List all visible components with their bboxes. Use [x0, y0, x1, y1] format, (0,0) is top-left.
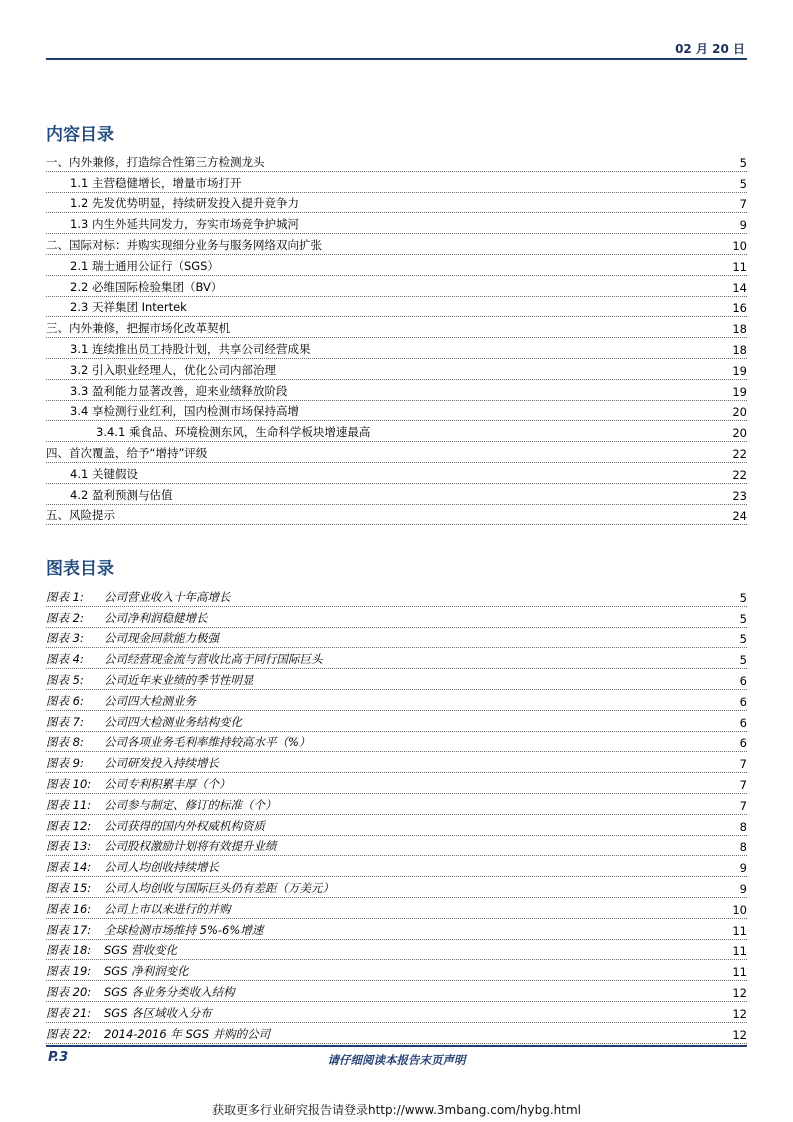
toc-entry-title: 3.3 盈利能力显著改善，迎来业绩释放阶段 — [70, 383, 288, 398]
figure-entry-page: 5 — [739, 611, 747, 626]
figure-entry-page: 11 — [732, 923, 747, 938]
figure-entry-title: 公司近年来业绩的季节性明显 — [104, 672, 254, 687]
figure-entry-page: 5 — [739, 590, 747, 605]
figure-entry[interactable] — [46, 773, 747, 794]
figure-entry-label: 图表 2: — [46, 610, 84, 625]
figure-entry-label: 图表 22: — [46, 1026, 92, 1041]
toc-entry-title: 3.1 连续推出员工持股计划，共享公司经营成果 — [70, 341, 311, 356]
figure-list-title: 图表目录 — [46, 559, 114, 579]
figure-entry[interactable] — [46, 732, 747, 753]
figure-entry[interactable] — [46, 940, 747, 961]
toc-entry[interactable] — [46, 234, 747, 255]
figure-entry-label: 图表 8: — [46, 735, 84, 750]
figure-entry-label: 图表 9: — [46, 756, 84, 771]
toc-entry-page: 18 — [732, 342, 747, 357]
figure-entry-page: 5 — [739, 632, 747, 647]
toc-entry-title: 二、国际对标：并购实现细分业务与服务网络双向扩张 — [46, 237, 322, 252]
figure-entry-title: 公司参与制定、修订的标准（个） — [104, 797, 277, 812]
toc-entry[interactable] — [46, 442, 747, 463]
figure-entry[interactable] — [46, 711, 747, 732]
figure-entry-label: 图表 13: — [46, 839, 92, 854]
footer-divider — [46, 1045, 747, 1047]
toc-entry-page: 5 — [739, 155, 747, 170]
figure-entry[interactable] — [46, 607, 747, 628]
figure-entry-title: 公司净利润稳健增长 — [104, 610, 208, 625]
figure-entry-title: 公司人均创收与国际巨头仍有差距（万美元） — [104, 880, 334, 895]
toc-entry-page: 11 — [732, 259, 747, 274]
figure-entry-label: 图表 17: — [46, 922, 92, 937]
toc-entry[interactable] — [46, 193, 747, 214]
toc-entry-page: 7 — [739, 197, 747, 212]
toc-entry[interactable] — [46, 401, 747, 422]
toc-list — [46, 151, 747, 525]
figure-entry[interactable] — [46, 919, 747, 940]
figure-entry-page: 6 — [739, 694, 747, 709]
toc-entry-title: 1.3 内生外延共同发力，夯实市场竞争护城河 — [70, 217, 299, 232]
figure-entry-title: 公司四大检测业务 — [104, 693, 196, 708]
figure-entry-page: 12 — [732, 1006, 747, 1021]
figure-entry-label: 图表 12: — [46, 818, 92, 833]
figure-entry-page: 11 — [732, 944, 747, 959]
report-date: 02 月 20 日 — [675, 42, 745, 56]
figure-entry-title: 公司经营现金流与营收比高于同行国际巨头 — [104, 652, 323, 667]
figure-entry-page: 6 — [739, 736, 747, 751]
toc-entry[interactable] — [46, 338, 747, 359]
figure-entry-label: 图表 11: — [46, 797, 92, 812]
figure-entry-title: 公司各项业务毛利率维持较高水平（%） — [104, 735, 311, 750]
figure-entry[interactable] — [46, 856, 747, 877]
toc-entry-title: 四、首次覆盖，给予“增持”评级 — [46, 445, 208, 460]
toc-entry-page: 9 — [739, 218, 747, 233]
toc-entry[interactable] — [46, 359, 747, 380]
figure-entry-page: 12 — [732, 1027, 747, 1042]
toc-entry-page: 14 — [732, 280, 747, 295]
figure-entry[interactable] — [46, 960, 747, 981]
figure-entry[interactable] — [46, 669, 747, 690]
toc-entry-title: 3.4 享检测行业红利，国内检测市场保持高增 — [70, 404, 299, 419]
toc-entry-page: 16 — [732, 301, 747, 316]
figure-entry-label: 图表 3: — [46, 631, 84, 646]
figure-entry-label: 图表 21: — [46, 1005, 92, 1020]
figure-entry-label: 图表 16: — [46, 901, 92, 916]
figure-entry-label: 图表 6: — [46, 693, 84, 708]
figure-entry-label: 图表 5: — [46, 672, 84, 687]
figure-entry-label: 图表 4: — [46, 652, 84, 667]
figure-entry-page: 10 — [732, 902, 747, 917]
figure-entry-page: 6 — [739, 673, 747, 688]
figure-entry-page: 8 — [739, 819, 747, 834]
figure-entry[interactable] — [46, 836, 747, 857]
toc-entry-title: 2.3 天祥集团 Intertek — [70, 300, 187, 315]
header-divider — [46, 58, 747, 60]
figure-entry-title: 公司营业收入十年高增长 — [104, 589, 231, 604]
toc-entry[interactable] — [46, 484, 747, 505]
toc-entry-title: 1.1 主营稳健增长，增量市场打开 — [70, 175, 242, 190]
toc-entry[interactable] — [46, 213, 747, 234]
figure-entry-title: SGS 各区域收入分布 — [104, 1005, 212, 1020]
figure-entry-page: 7 — [739, 757, 747, 772]
toc-entry[interactable] — [46, 255, 747, 276]
toc-entry-title: 1.2 先发优势明显，持续研发投入提升竞争力 — [70, 196, 299, 211]
page-number: P.3 — [48, 1050, 69, 1065]
toc-entry[interactable] — [46, 276, 747, 297]
figure-entry-title: 公司专利积累丰厚（个） — [104, 776, 231, 791]
figure-entry-label: 图表 18: — [46, 943, 92, 958]
toc-entry[interactable] — [46, 151, 747, 172]
figure-entry-label: 图表 20: — [46, 984, 92, 999]
toc-entry[interactable] — [46, 505, 747, 526]
toc-entry-title: 2.1 瑞士通用公证行（SGS） — [70, 258, 219, 273]
toc-entry-page: 5 — [739, 176, 747, 191]
toc-entry[interactable] — [46, 380, 747, 401]
toc-entry-title: 4.2 盈利预测与估值 — [70, 487, 173, 502]
toc-entry-page: 22 — [732, 467, 747, 482]
figure-entry-title: 公司四大检测业务结构变化 — [104, 714, 242, 729]
figure-entry-title: SGS 各业务分类收入结构 — [104, 984, 235, 999]
toc-entry[interactable] — [46, 317, 747, 338]
toc-entry-page: 19 — [732, 363, 747, 378]
toc-entry[interactable] — [46, 297, 747, 318]
toc-entry[interactable] — [46, 421, 747, 442]
figure-entry-page: 5 — [739, 653, 747, 668]
toc-entry-title: 2.2 必维国际检验集团（BV） — [70, 279, 223, 294]
toc-entry-page: 20 — [732, 426, 747, 441]
figure-entry-page: 11 — [732, 965, 747, 980]
footer-website-link[interactable]: 获取更多行业研究报告请登录http://www.3mbang.com/hybg.html — [211, 1103, 581, 1117]
figure-entry-title: 公司现金回款能力极强 — [104, 631, 219, 646]
figure-entry-title: 公司获得的国内外权威机构资质 — [104, 818, 265, 833]
toc-entry-title: 3.4.1 乘食品、环境检测东风，生命科学板块增速最高 — [96, 425, 371, 440]
toc-entry-page: 18 — [732, 322, 747, 337]
figure-entry-label: 图表 10: — [46, 776, 92, 791]
figure-entry-page: 9 — [739, 881, 747, 896]
figure-entry-title: 公司股权激励计划将有效提升业绩 — [104, 839, 277, 854]
figure-entry-title: SGS 净利润变化 — [104, 964, 189, 979]
figure-entry[interactable] — [46, 690, 747, 711]
figure-entry-page: 12 — [732, 985, 747, 1000]
figure-entry-title: 公司人均创收持续增长 — [104, 860, 219, 875]
figure-entry-page: 7 — [739, 777, 747, 792]
toc-title: 内容目录 — [46, 125, 114, 145]
figure-entry-title: SGS 营收变化 — [104, 943, 178, 958]
toc-entry-title: 4.1 关键假设 — [70, 466, 138, 481]
toc-entry-title: 三、内外兼修，把握市场化改革契机 — [46, 321, 230, 336]
figure-entry[interactable] — [46, 628, 747, 649]
figure-entry-title: 2014-2016 年 SGS 并购的公司 — [104, 1026, 271, 1041]
toc-entry-title: 3.2 引入职业经理人，优化公司内部治理 — [70, 362, 276, 377]
figure-entry[interactable] — [46, 815, 747, 836]
figure-entry[interactable] — [46, 1023, 747, 1044]
toc-entry-title: 一、内外兼修，打造综合性第三方检测龙头 — [46, 154, 265, 169]
figure-entry-title: 全球检测市场维持 5%-6%增速 — [104, 922, 264, 937]
toc-entry-title: 五、风险提示 — [46, 508, 115, 523]
toc-entry-page: 24 — [732, 509, 747, 524]
figure-entry-page: 9 — [739, 861, 747, 876]
figure-entry-label: 图表 15: — [46, 880, 92, 895]
figure-entry-title: 公司上市以来进行的并购 — [104, 901, 231, 916]
toc-entry-page: 20 — [732, 405, 747, 420]
figure-entry-page: 8 — [739, 840, 747, 855]
figure-entry-page: 6 — [739, 715, 747, 730]
figure-entry-label: 图表 14: — [46, 860, 92, 875]
figure-entry-title: 公司研发投入持续增长 — [104, 756, 219, 771]
toc-entry-page: 23 — [732, 488, 747, 503]
toc-entry[interactable] — [46, 463, 747, 484]
figure-entry[interactable] — [46, 586, 747, 607]
figure-entry[interactable] — [46, 981, 747, 1002]
figure-list — [46, 586, 747, 1044]
figure-entry[interactable] — [46, 648, 747, 669]
disclaimer-note: 请仔细阅读本报告末页声明 — [327, 1053, 466, 1067]
figure-entry-page: 7 — [739, 798, 747, 813]
toc-entry-page: 19 — [732, 384, 747, 399]
figure-entry-label: 图表 7: — [46, 714, 84, 729]
figure-entry[interactable] — [46, 898, 747, 919]
figure-entry[interactable] — [46, 877, 747, 898]
figure-entry[interactable] — [46, 1002, 747, 1023]
figure-entry-label: 图表 1: — [46, 589, 84, 604]
figure-entry[interactable] — [46, 752, 747, 773]
toc-entry-page: 22 — [732, 446, 747, 461]
toc-entry[interactable] — [46, 172, 747, 193]
toc-entry-page: 10 — [732, 238, 747, 253]
figure-entry-label: 图表 19: — [46, 964, 92, 979]
figure-entry[interactable] — [46, 794, 747, 815]
